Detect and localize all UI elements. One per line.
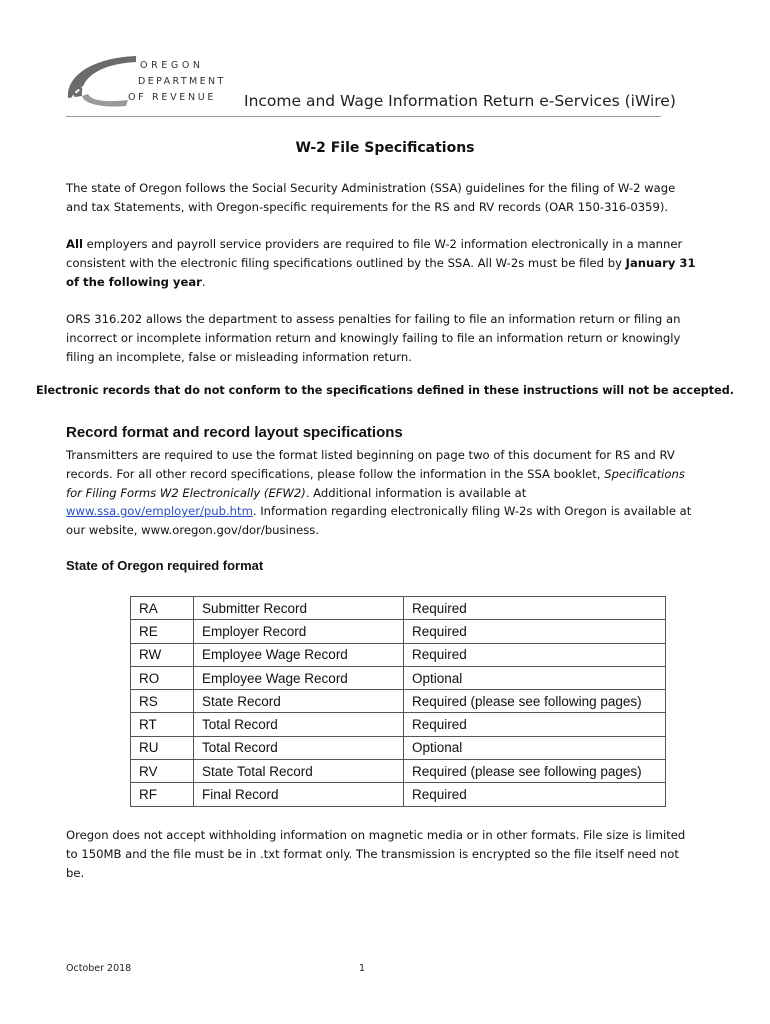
record-status: Required [404,643,666,666]
penalty-paragraph: ORS 316.202 allows the department to assess penalties for failing to file an information return or filing an incorrect or incomplete information return and knowingly failing to file an information return or knowingly filing an incomplete, false or misleading information return. [66,312,681,364]
paragraph-text: . Additional information is available at [305,485,527,500]
paragraph-end: . [201,274,206,289]
deadline-text: January 31 of the following year [66,255,696,289]
table-row [131,760,666,783]
paragraph-text: employers and payroll service providers are required to file W-2 information electronically in a manner consistent with the electronic filing specifications outlined by the SSA. All W-2s must be filed by [66,237,683,270]
record-code: RT [131,713,194,736]
record-status: Optional [404,736,666,759]
record-status: Required [404,597,666,620]
document-title: W-2 File Specifications [295,140,475,156]
bold-lead: All [66,237,83,251]
footer-date: October 2018 [66,963,132,974]
table-row [131,643,666,666]
record-status: Optional [404,666,666,689]
page-number: 1 [359,963,366,974]
conformance-notice: Electronic records that do not conform to the specifications defined in these instructions will not be accepted. [36,384,734,397]
record-code: RF [131,783,194,806]
table-row [131,620,666,643]
logo-text-line: DEPARTMENT [138,76,226,87]
record-table [130,596,666,807]
sub-heading: State of Oregon required format [66,558,264,573]
table-row [131,736,666,759]
table-row [131,713,666,736]
logo-text-line: OF REVENUE [128,92,217,103]
booklet-title: Specifications for Filing Forms W2 Electronically (EFW2) [66,466,685,500]
record-code: RW [131,643,194,666]
record-status: Required (please see following pages) [404,760,666,783]
record-name: Employee Wage Record [194,666,404,689]
paragraph-text: . Information regarding electronically filing W-2s with Oregon is available at our website, www.oregon.gov/dor/business. [66,504,692,538]
record-name: Total Record [194,713,404,736]
logo-text-line: OREGON [140,60,204,71]
table-row [131,783,666,806]
record-status: Required [404,713,666,736]
header-divider [66,116,661,117]
record-name: State Total Record [194,760,404,783]
record-status: Required (please see following pages) [404,690,666,713]
record-name: Employee Wage Record [194,643,404,666]
record-name: State Record [194,690,404,713]
record-code: RS [131,690,194,713]
record-name: Employer Record [194,620,404,643]
record-status: Required [404,783,666,806]
record-code: RU [131,736,194,759]
record-code: RA [131,597,194,620]
filing-requirement-paragraph [66,235,696,291]
record-code: RV [131,760,194,783]
media-paragraph: Oregon does not accept withholding information on magnetic media or in other formats. File size is limited to 150MB and the file must be in .txt format only. The transmission is encrypted so the file itself need not be. [66,828,686,880]
section-heading: Record format and record layout specifications [66,424,403,441]
ssa-link[interactable]: www.ssa.gov/employer/pub.htm [66,504,253,519]
table-row [131,666,666,689]
record-status: Required [404,620,666,643]
record-name: Submitter Record [194,597,404,620]
record-format-paragraph [66,446,696,540]
paragraph-text: Transmitters are required to use the format listed beginning on page two of this document for RS and RV records. For all other record specifications, please follow the information in the SSA booklet, [66,448,675,481]
table-row [131,690,666,713]
record-code: RE [131,620,194,643]
record-name: Final Record [194,783,404,806]
agency-logo [62,46,242,114]
table-row [131,597,666,620]
header-title: Income and Wage Information Return e-Services (iWire) [244,92,676,110]
record-code: RO [131,666,194,689]
intro-paragraph: The state of Oregon follows the Social Security Administration (SSA) guidelines for the filing of W-2 wage and tax Statements, with Oregon-specific requirements for the RS and RV records (OAR 150-316-0359). [66,181,676,214]
record-name: Total Record [194,736,404,759]
